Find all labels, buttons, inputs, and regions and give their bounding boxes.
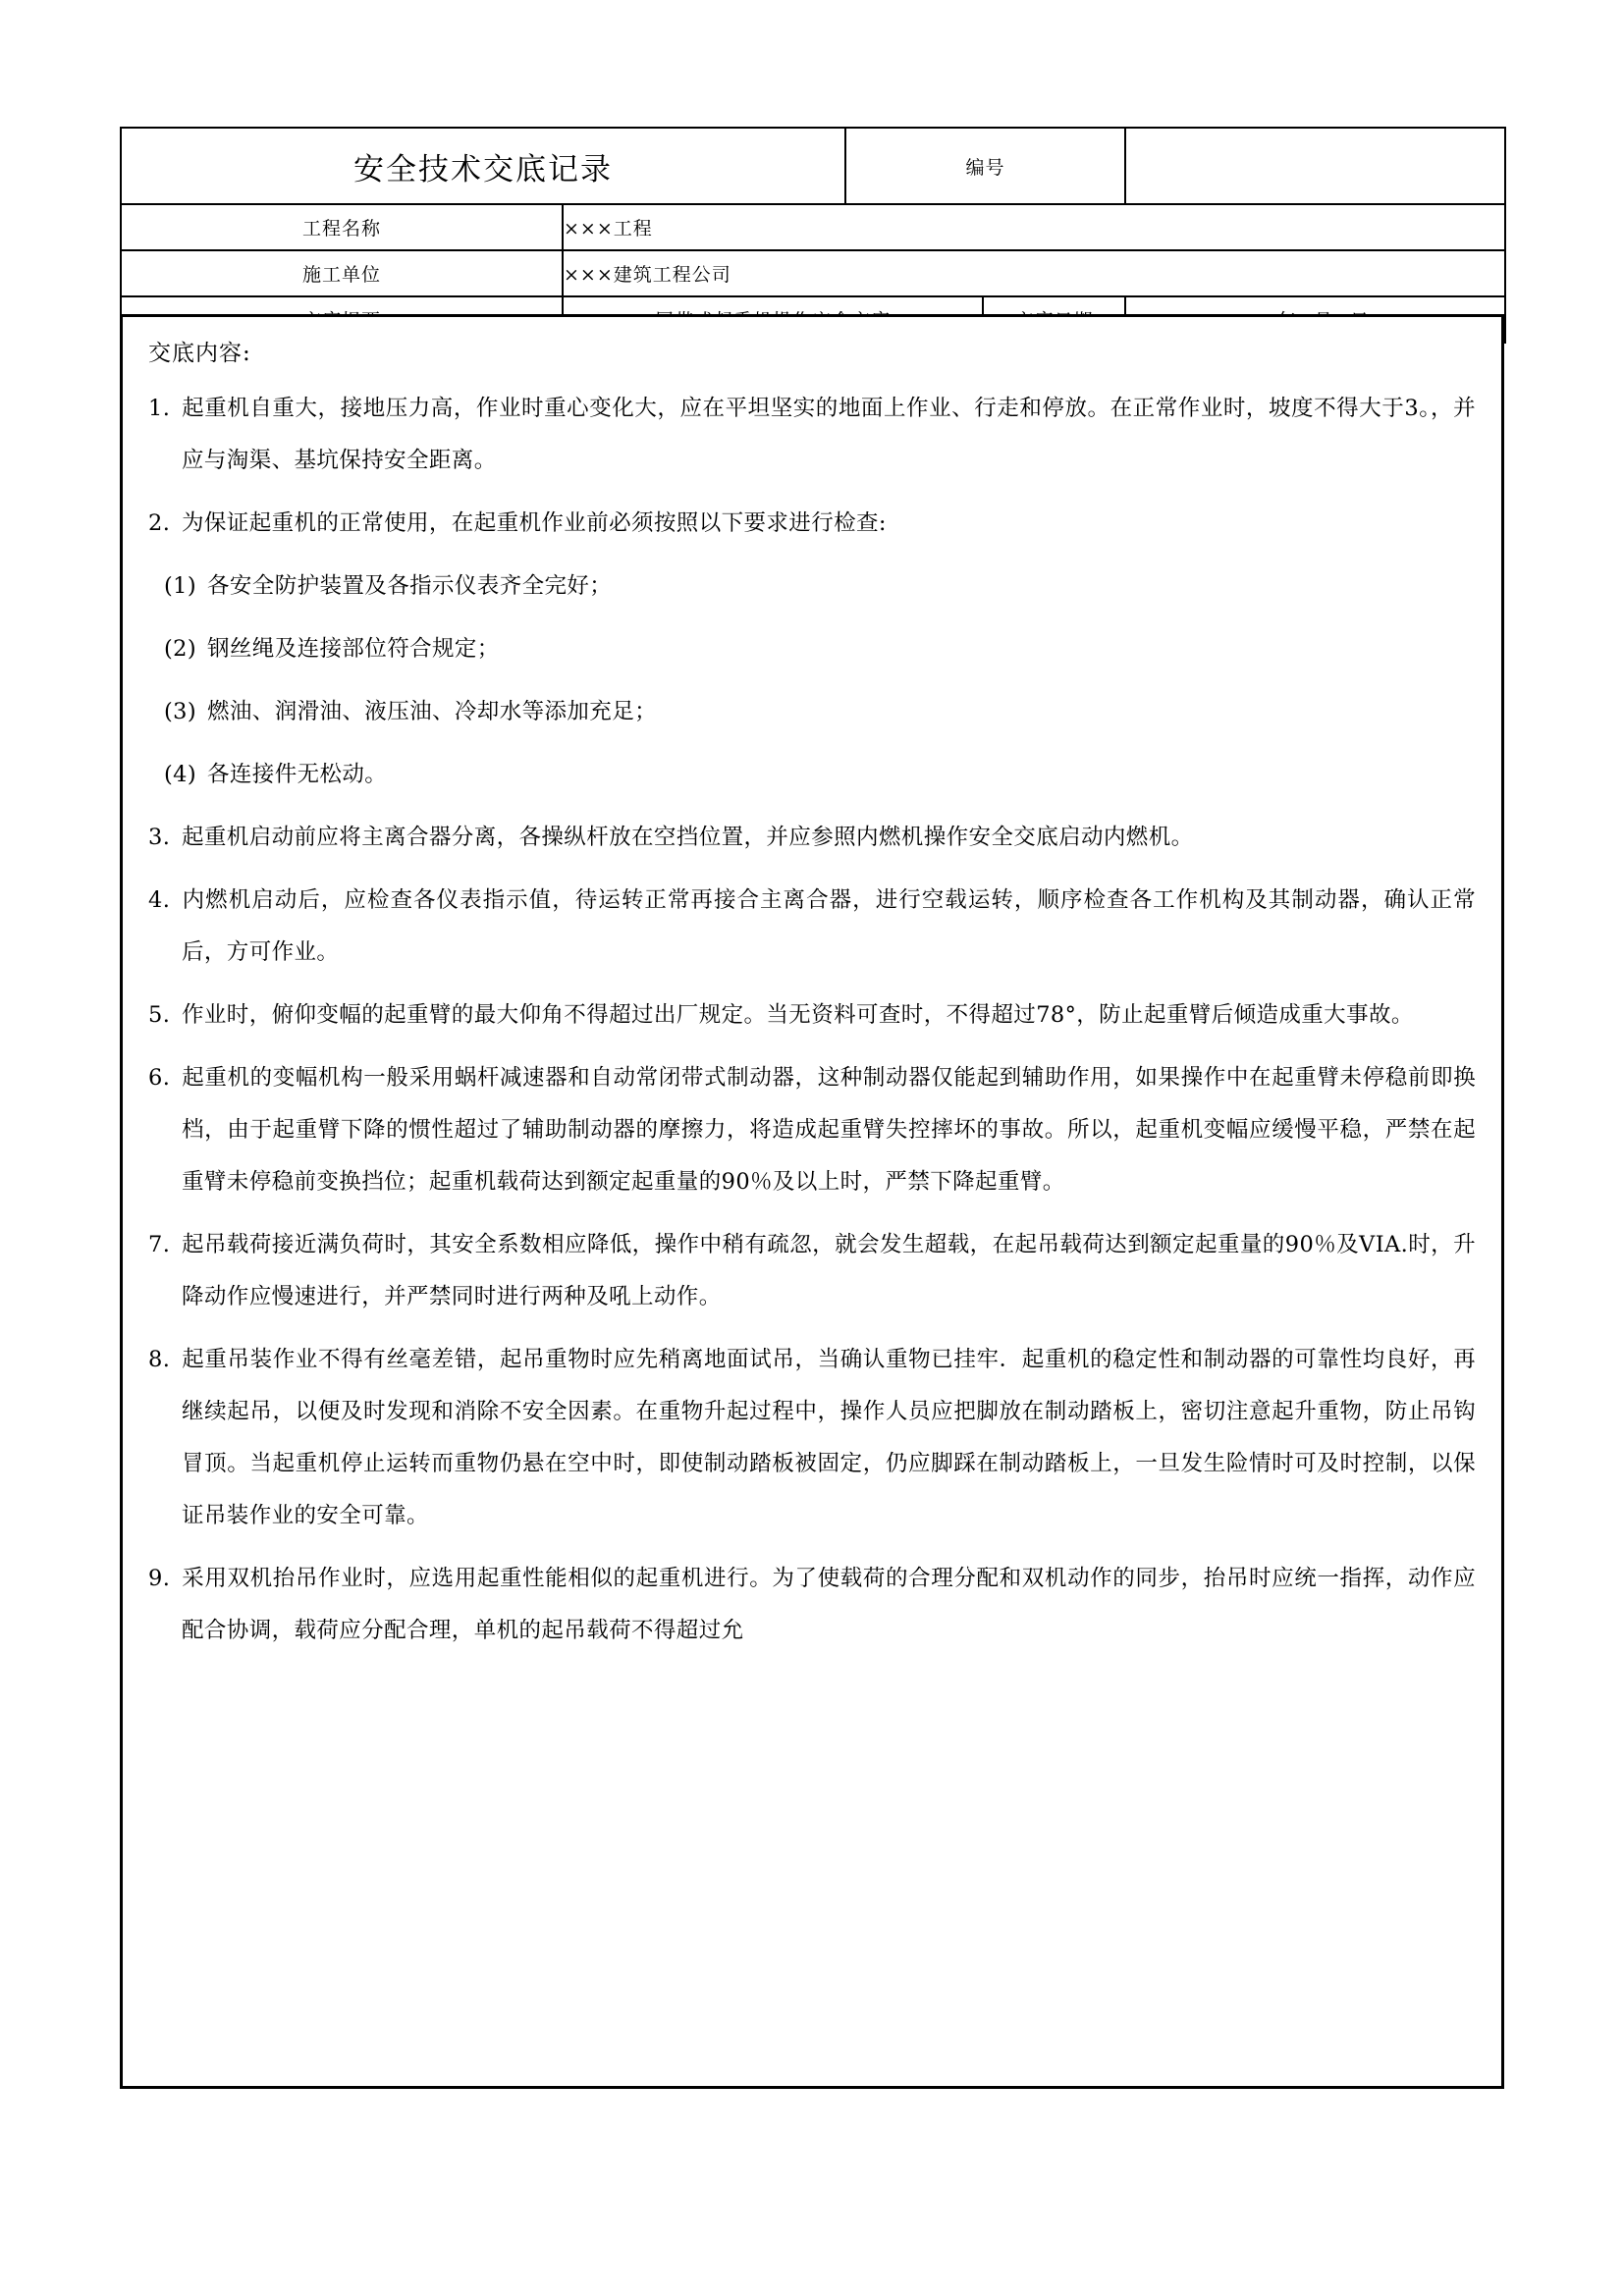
content-item-text: 起重机启动前应将主离合器分离，各操纵杆放在空挡位置，并应参照内燃机操作安全交底启动内燃机。 xyxy=(182,825,1194,850)
project-name-label-text: 工程名称 xyxy=(301,218,381,240)
form-row-construction-unit xyxy=(121,250,1505,296)
content-item xyxy=(148,686,1476,738)
content-item-text: 起重机自重大，接地压力高，作业时重心变化大，应在平坦坚实的地面上作业、行走和停放。在正常作业时，坡度不得大于3。，并应与淘渠、基坑保持安全距离。 xyxy=(182,396,1476,473)
content-item xyxy=(148,812,1476,864)
content-item-number: 8. xyxy=(148,1347,171,1372)
content-item-text: 为保证起重机的正常使用，在起重机作业前必须按照以下要求进行检查: xyxy=(182,510,887,536)
header-form-table xyxy=(120,127,1506,344)
content-item-number: 3. xyxy=(148,825,171,850)
content-item xyxy=(148,749,1476,801)
content-item-list xyxy=(148,383,1476,1657)
content-box xyxy=(120,314,1504,2089)
number-value[interactable] xyxy=(1125,128,1505,204)
content-item-text: 各连接件无松动。 xyxy=(207,762,388,787)
content-item xyxy=(148,1334,1476,1542)
construction-unit-value[interactable]: ×××建筑工程公司 xyxy=(563,250,1505,296)
content-item xyxy=(148,561,1476,613)
content-item-text: 采用双机抬吊作业时，应选用起重性能相似的起重机进行。为了使载荷的合理分配和双机动作的同步，抬吊时应统一指挥，动作应配合协调，载荷应分配合理，单机的起吊载荷不得超过允 xyxy=(182,1566,1476,1643)
construction-unit-label xyxy=(121,250,563,296)
content-item-number: 2. xyxy=(148,510,171,536)
content-item xyxy=(148,623,1476,675)
content-item xyxy=(148,1553,1476,1657)
form-row-project-name xyxy=(121,204,1505,250)
content-item-number: (4) xyxy=(164,762,197,787)
number-label: 编号 xyxy=(845,128,1125,204)
project-name-label xyxy=(121,204,563,250)
content-item-text: 起吊载荷接近满负荷时，其安全系数相应降低，操作中稍有疏忽，就会发生超载，在起吊载荷达到额定起重量的90％及VIA.时，升降动作应慢速进行，并严禁同时进行两种及吼上动作。 xyxy=(182,1232,1476,1309)
content-item-text: 燃油、润滑油、液压油、冷却水等添加充足； xyxy=(207,699,658,724)
content-item-text: 作业时，俯仰变幅的起重臂的最大仰角不得超过出厂规定。当无资料可查时，不得超过78°，防止起重臂后倾造成重大事故。 xyxy=(182,1002,1414,1028)
content-item xyxy=(148,383,1476,487)
content-item-number: (1) xyxy=(164,573,197,599)
content-heading: 交底内容: xyxy=(148,341,251,366)
content-item-number: 4. xyxy=(148,887,171,913)
content-item xyxy=(148,498,1476,550)
content-item-text: 各安全防护装置及各指示仪表齐全完好； xyxy=(207,573,613,599)
content-item xyxy=(148,1052,1476,1208)
content-item-number: (3) xyxy=(164,699,197,724)
content-item-number: (2) xyxy=(164,636,197,662)
content-item-text: 钢丝绳及连接部位符合规定； xyxy=(207,636,500,662)
content-item xyxy=(148,989,1476,1041)
content-item-text: 起重吊装作业不得有丝毫差错，起吊重物时应先稍离地面试吊，当确认重物已挂牢．起重机的稳定性和制动器的可靠性均良好，再继续起吊，以便及时发现和消除不安全因素。在重物升起过程中，操作人员应把脚放在制动踏板上，密切注意起升重物，防止吊钩冒顶。当起重机停止运转而重物仍悬在空中时，即使制动踏板被固定，仍应脚踩在制动踏板上，一旦发生险情时可及时控制，以保证吊装作业的安全可靠。 xyxy=(182,1347,1476,1528)
content-item-number: 5. xyxy=(148,1002,171,1028)
content-item-text: 内燃机启动后，应检查各仪表指示值，待运转正常再接合主离合器，进行空载运转，顺序检查各工作机构及其制动器，确认正常后，方可作业。 xyxy=(182,887,1476,965)
content-item-text: 起重机的变幅机构一般采用蜗杆减速器和自动常闭带式制动器，这种制动器仅能起到辅助作用，如果操作中在起重臂未停稳前即换档，由于起重臂下降的惯性超过了辅助制动器的摩擦力，将造成起重臂失控摔坏的事故。所以，起重机变幅应缓慢平稳，严禁在起重臂未停稳前变换挡位；起重机载荷达到额定起重量的90％及以上时，严禁下降起重臂。 xyxy=(182,1065,1476,1195)
content-item-number: 1. xyxy=(148,396,171,421)
content-item xyxy=(148,1219,1476,1323)
content-item-number: 9. xyxy=(148,1566,171,1591)
content-item xyxy=(148,875,1476,979)
project-name-value[interactable]: ×××工程 xyxy=(563,204,1505,250)
construction-unit-label-text: 施工单位 xyxy=(301,264,381,286)
form-title-row xyxy=(121,128,1505,204)
content-item-number: 7. xyxy=(148,1232,171,1257)
document-title: 安全技术交底记录 xyxy=(121,128,845,204)
content-item-number: 6. xyxy=(148,1065,171,1091)
